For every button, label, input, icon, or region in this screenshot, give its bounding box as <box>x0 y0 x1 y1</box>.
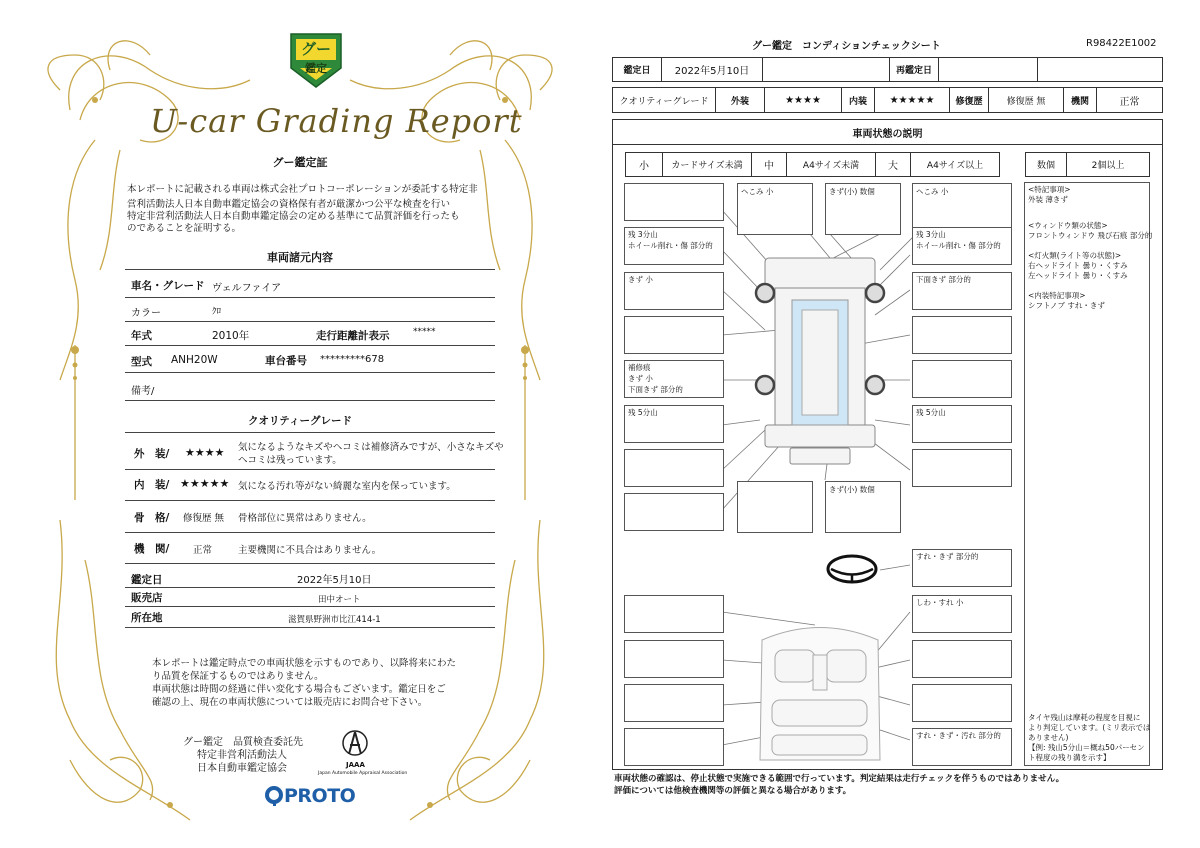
shop-value: 田中オート <box>318 595 361 605</box>
interior-label: 内 装/ <box>134 479 170 491</box>
legend-large-desc: A4サイズ以上 <box>910 152 1000 177</box>
chassis-label: 車台番号 <box>265 355 307 367</box>
color-label: カラー <box>131 308 161 319</box>
special-notes-panel: <特記事項> 外装 薄きず <ウィンドウ類の状態> フロントウィンドウ 飛び石痕 部分的 <灯火類(ライト等の状態)> 右ヘッドライト 曇り・くすみ 左ヘッドライト 曇り・くすみ <内装特記事項> シフトノブ すれ・きず タイヤ残山は摩耗の程度を目視に より判定しています。(ミリ表示では ありません) 【例: 残山5分山＝概ね50パーセン ト程度の残り溝を示す】 <box>1024 182 1150 766</box>
appraisal-date-value: 2022年5月10日 <box>297 575 372 586</box>
box-right-5: 残 5分山 <box>912 405 1012 443</box>
box-right-3 <box>912 316 1012 354</box>
intro-line-4: のであることを証明する。 <box>127 223 242 234</box>
interior-stars: ★★★★★ <box>874 87 950 113</box>
interior-stars: ★★★★★ <box>180 477 230 490</box>
frame-label: 骨 格/ <box>134 512 170 524</box>
frame-desc: 骨格部位に異常はありません。 <box>238 513 372 524</box>
sheet-title: グー鑑定 コンディションチェックシート <box>752 41 941 52</box>
box-front-center: きず(小) 数個 <box>825 183 901 235</box>
interior-label: 内装 <box>841 87 875 113</box>
date-label: 鑑定日 <box>612 57 662 82</box>
date-value: 2022年5月10日 <box>661 57 763 82</box>
engine-label: 機関 <box>1063 87 1097 113</box>
script-title: U-car Grading Report <box>150 102 523 140</box>
box-interior-left-4 <box>624 728 724 766</box>
model-label: 型式 <box>131 356 152 368</box>
frame-value: 修復歴 無 <box>183 513 225 524</box>
footer-line-2: り品質を保証するものではありません。 <box>152 671 324 682</box>
box-left-3 <box>624 316 724 354</box>
footer-line-1: 本レポートは鑑定時点での車両状態を示すものであり、以降将来にわた <box>152 658 457 669</box>
box-steering: すれ・きず 部分的 <box>912 549 1012 587</box>
engine-label: 機 関/ <box>134 543 170 555</box>
intro-line-2: 営利活動法人日本自動車鑑定協会の資格保有者が厳潔かつ公平な検査を行い <box>127 199 451 210</box>
interior-desc: 気になる汚れ等がない綺麗な室内を保っています。 <box>238 481 456 492</box>
quality-title: クオリティーグレード <box>248 415 352 427</box>
box-left-5: 残 5分山 <box>624 405 724 443</box>
chassis-value: *********678 <box>320 354 385 365</box>
box-interior-right-4: すれ・きず・汚れ 部分的 <box>912 728 1012 766</box>
condition-check-sheet <box>600 0 1200 848</box>
box-right-6 <box>912 449 1012 487</box>
specs-title: 車両諸元内容 <box>267 251 333 264</box>
box-rear-center: きず(小) 数個 <box>825 481 901 533</box>
box-left-6 <box>624 449 724 487</box>
remarks-label: 備考/ <box>131 386 155 397</box>
name-label: 車名・グレード <box>131 280 205 292</box>
box-right-2: 下面きず 部分的 <box>912 272 1012 310</box>
exterior-desc-2: ヘコミは残っています。 <box>238 455 342 466</box>
color-value: ｸﾛ <box>212 307 222 317</box>
model-value: ANH20W <box>171 354 218 366</box>
engine-value: 正常 <box>1096 87 1163 113</box>
jaaa-subtext: Japan Automobile Appraisal Association <box>318 771 408 776</box>
issuer-line-1: グー鑑定 品質検査委託先 <box>183 737 303 748</box>
intro-line-3: 特定非営利活動法人日本自動車鑑定協会の定める基準にて品質評価を行ったも <box>127 211 460 222</box>
box-front-left: ヘこみ 小 <box>737 183 813 235</box>
count-label: 数個 <box>1025 152 1067 177</box>
issuer-line-3: 日本自動車鑑定協会 <box>197 763 287 774</box>
legend-medium-desc: A4サイズ未満 <box>786 152 876 177</box>
address-label: 所在地 <box>131 612 163 624</box>
jaaa-text: JAAA <box>346 761 365 769</box>
year-label: 年式 <box>131 330 152 342</box>
box-rear-left <box>737 481 813 533</box>
exterior-label: 外 装/ <box>134 448 170 460</box>
address-value: 滋賀県野洲市比江414-1 <box>288 615 381 625</box>
vehicle-state-title: 車両状態の説明 <box>612 119 1163 145</box>
jaaa-emblem <box>340 728 370 760</box>
mileage-value: ***** <box>413 327 436 337</box>
reinspect-label: 再鑑定日 <box>889 57 939 82</box>
footer-line-4: 確認の上、現在の車両状態については販売店にお問合せ下さい。 <box>152 697 428 708</box>
proto-logo: PROTO <box>284 785 356 807</box>
engine-desc: 主要機関に不具合はありません。 <box>238 545 382 556</box>
box-front-right: ヘこみ 小 <box>912 183 1012 235</box>
legend-small: 小 <box>625 152 663 177</box>
repair-history-label: 修復歴 <box>949 87 989 113</box>
exterior-stars: ★★★★ <box>764 87 842 113</box>
engine-value: 正常 <box>193 545 213 556</box>
badge-text-top: グー <box>300 40 331 58</box>
box-interior-left-1 <box>624 595 724 633</box>
box-interior-right-1: しわ・すれ 小 <box>912 595 1012 633</box>
exterior-desc-1: 気になるようなキズやヘコミは補修済みですが、小さなキズや <box>238 442 504 453</box>
box-left-0 <box>624 183 724 221</box>
exterior-stars: ★★★★ <box>185 446 225 459</box>
name-value: ヴェルファイア <box>212 283 282 294</box>
badge-text-bottom: 鑑定 <box>305 62 327 75</box>
box-interior-left-3 <box>624 684 724 722</box>
exterior-label: 外装 <box>715 87 765 113</box>
box-interior-right-2 <box>912 640 1012 678</box>
footer-line-2: 評価については他検査機関等の評価と異なる場合があります。 <box>614 786 852 796</box>
box-interior-left-2 <box>624 640 724 678</box>
year-value: 2010年 <box>212 330 250 342</box>
count-value: 2個以上 <box>1066 152 1150 177</box>
box-left-4: 補修痕 きず 小 下面きず 部分的 <box>624 360 724 398</box>
intro-line-1: 本レポートに記載される車両は株式会社プロトコーポレーションが委託する特定非 <box>127 184 478 195</box>
quality-grade-label: クオリティーグレード <box>612 87 716 113</box>
box-right-4 <box>912 360 1012 398</box>
document-id: R98422E1002 <box>1086 38 1157 49</box>
box-left-2: きず 小 <box>624 272 724 310</box>
footer-line-1: 車両状態の確認は、停止状態で実施できる範囲で行っています。判定結果は走行チェックを伴うものではありません。 <box>614 774 1065 784</box>
issuer-line-2: 特定非営利活動法人 <box>197 750 287 761</box>
footer-line-3: 車両状態は時間の経過に伴い変化する場合もございます。鑑定日をご <box>152 684 446 695</box>
shop-label: 販売店 <box>131 592 163 604</box>
legend-large: 大 <box>875 152 911 177</box>
box-interior-right-3 <box>912 684 1012 722</box>
box-right-1: 残 3分山 ホイール削れ・傷 部分的 <box>912 227 1012 265</box>
proto-q-icon <box>264 785 284 807</box>
box-left-1: 残 3分山 ホイール削れ・傷 部分的 <box>624 227 724 265</box>
mileage-label: 走行距離計表示 <box>316 330 390 342</box>
legend-medium: 中 <box>751 152 787 177</box>
appraisal-date-label: 鑑定日 <box>131 574 163 586</box>
legend-small-desc: カードサイズ未満 <box>662 152 752 177</box>
box-left-7 <box>624 493 724 531</box>
certificate-title: グー鑑定証 <box>272 156 328 169</box>
repair-history-value: 修復歴 無 <box>988 87 1064 113</box>
